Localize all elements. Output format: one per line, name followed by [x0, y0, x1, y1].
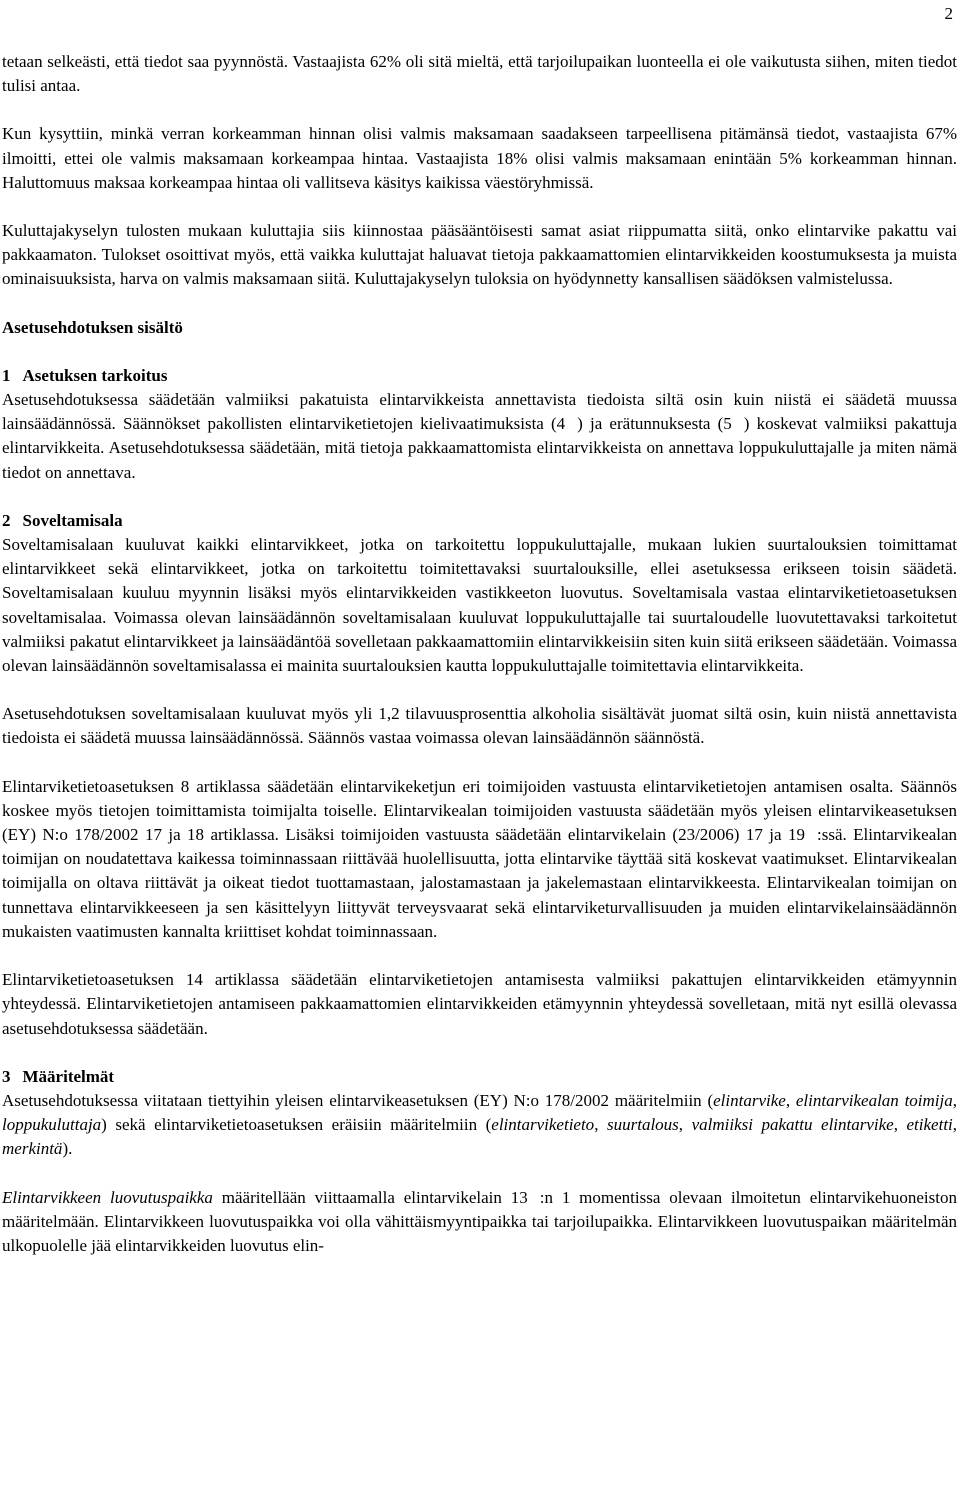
term: loppukuluttaja [2, 1115, 102, 1135]
text-run: Asetusehdotuksessa viitataan tiettyihin yleisen elintarvikeasetuksen (EY) N:o 178/2002 määritelmiin ( [2, 1090, 714, 1110]
document-page [2, 0, 957, 1486]
term: etiketti [906, 1115, 953, 1135]
section-text-definitions [2, 1089, 957, 1162]
paragraph-survey-context: tetaan selkeästi, että tiedot saa pyynnöstä. Vastaajista 62% oli sitä mieltä, että tarjoilupaikan luonteella ei ole vaikutusta siihen, miten tiedot tulisi antaa. [2, 52, 957, 96]
text-run: ) sekä elintarviketietoasetuksen eräisiin määritelmiin ( [101, 1115, 492, 1135]
text-run: ) ja erätunnuksesta (5 [577, 414, 732, 434]
section-heading-definitions [2, 1065, 957, 1089]
term: Elintarvikkeen luovutuspaikka [2, 1187, 213, 1207]
term: suurtalous [606, 1115, 679, 1135]
term: elintarvike [713, 1090, 786, 1110]
text-run: , [893, 1115, 907, 1135]
section-number: 2 [2, 510, 11, 530]
heading-proposal-content: Asetusehdotuksen sisältö [2, 317, 183, 337]
paragraph-handover-place [2, 1186, 957, 1259]
term: merkintä [2, 1139, 63, 1159]
section-number: 1 [2, 365, 11, 385]
section-purpose [2, 364, 957, 485]
paragraph-operator-responsibility [2, 775, 957, 944]
section-heading-purpose [2, 364, 957, 388]
section-number: 3 [2, 1066, 11, 1086]
text-run: :ssä. Elintarvikealan toimijan on noudatettava kaikessa toiminnassaan riittävää huolellisuutta, jotta elintarvike täyttää sitä koskevat vaatimukset. Elintarvikealan toimijalla on oltava riittävät ja oikeat tiedot tuottamastaan, jalostamastaan ja jakelemastaan elintarvikkeesta. Elintarvikealan toimijan on tunnettava elintarvikkeeseen ja sen käsittelyyn liittyvät terveysvaarat sekä elintarviketurvallisuuden ja muiden elintarvikelainsäädännön mukaisten vaatimusten kannalta kriittiset kohdat toiminnassaan. [2, 825, 958, 941]
section-text-purpose [2, 388, 957, 485]
text-run: , [678, 1115, 692, 1135]
paragraph-survey-results: Kuluttajakyselyn tulosten mukaan kuluttajia siis kiinnostaa pääsääntöisesti samat asiat riippumatta siitä, onko elintarvike pakattu vai pakkaamaton. Tulokset osoittivat myös, että vaikka kuluttajat haluavat tietoja pakkaamattomien elintarvikkeiden koostumuksesta ja muista ominaisuuksista, harva on valmis maksamaan siitä. Kuluttajakyselyn tuloksia on hyödynnetty kansallisen säädöksen valmistelussa. [2, 221, 957, 289]
text-run: Elintarviketietoasetuksen 8 artiklassa säädetään elintarvikeketjun eri toimijoiden vastuusta elintarviketietojen antamisen osalta. Säännös koskee myös tietojen toimittamista toimijalta toiselle. Elintarvikealan toimijoiden vastuusta säädetään myös yleisen elintarvikeasetuksen (EY) N:o 178/2002 17 ja 18 artiklassa. Lisäksi toimijoiden vastuusta säädetään elintarvikelain (23/2006) 17 ja 19 [2, 776, 957, 845]
section-heading-scope [2, 509, 957, 533]
text-run: , [952, 1090, 958, 1110]
term: elintarvikealan toimija [795, 1090, 953, 1110]
section-scope [2, 509, 957, 678]
text-run: , [952, 1115, 958, 1135]
text-run: , [785, 1090, 796, 1110]
section-title: Asetuksen tarkoitus [22, 365, 168, 385]
paragraph-price-willingness: Kun kysyttiin, minkä verran korkeamman hinnan olisi valmis maksamaan saadakseen tarpeellisena pitämänsä tiedot, vastaajista 67% ilmoitti, ettei ole valmis maksamaan korkeampaa hintaa. Vastaajista 18% olisi valmis maksamaan enintään 5% korkeamman hinnan. Haluttomuus maksaa korkeampaa hintaa oli vallitseva käsitys kaikissa väestöryhmissä. [2, 124, 957, 192]
page-number: 2 [944, 4, 953, 23]
text-run: määritellään viittaamalla elintarvikelain 13 [212, 1187, 528, 1207]
term: valmiiksi pakattu elintarvike [691, 1115, 894, 1135]
text-run: , [594, 1115, 607, 1135]
text-run: :n 1 momentissa olevaan ilmoitetun elintarvikehuoneiston määritelmään. Elintarvikkeen luovutuspaikka voi olla vähittäismyyntipaikka tai tarjoilupaikka. Elintarvikkeen luovutuspaikan määritelmän ulkopuolelle jää elintarvikkeiden luovutus elin- [2, 1187, 957, 1255]
term: elintarviketieto [491, 1115, 595, 1135]
text-run: Asetusehdotuksessa säädetään valmiiksi pakatuista elintarvikkeista annettavista tiedoista siltä osin kuin niistä ei säädetä muussa lainsäädännössä. Säännökset pakollisten elintarviketietojen kielivaatimuksista (4 [2, 390, 957, 434]
section-title: Soveltamisala [22, 510, 123, 530]
section-definitions [2, 1065, 957, 1162]
text-run: ) koskevat valmiiksi pakattuja elintarvikkeita. Asetusehdotuksessa säädetään, mitä tietoja pakkaamattomista elintarvikkeista on annettava loppukuluttajalle ja miten nämä tiedot on annettava. [2, 414, 957, 482]
section-text-scope: Soveltamisalaan kuuluvat kaikki elintarvikkeet, jotka on tarkoitettu loppukuluttajalle, mukaan lukien suurtalouksien toimittamat elintarvikkeet sekä elintarvikkeet, jotka on tarkoitettu toimitettavaksi suurtalouksille, ellei asetuksessa erikseen toisin säädetä. Soveltamisalaan kuuluu myynnin lisäksi myös elintarvikkeiden vastikkeeton luovutus. Soveltamisala vastaa elintarviketietoasetuksen soveltamisalaa. Voimassa olevan lainsäädännön soveltamisalaan kuuluvat loppukuluttajalle tai suurtaloudelle luovutettavaksi tarkoitetut valmiiksi pakatut elintarvikkeet ja lainsäädäntöä sovelletaan pakkaamattomiin elintarvikkeisiin siten kuin siitä erikseen säädetään. Voimassa olevan lainsäädännön soveltamisalassa ei mainita suurtalouksien kautta loppukuluttajalle toimitettavia elintarvikkeita. [2, 535, 957, 676]
paragraph-distance-selling: Elintarviketietoasetuksen 14 artiklassa säädetään elintarviketietojen antamisesta valmiiksi pakattujen elintarvikkeiden etämyynnin yhteydessä. Elintarviketietojen antamiseen pakkaamattomien elintarvikkeiden etämyynnin yhteydessä sovelletaan, mitä nyt esillä olevassa asetusehdotuksessa säädetään. [2, 970, 957, 1038]
section-title: Määritelmät [22, 1066, 115, 1086]
document-body [2, 50, 957, 1258]
text-run: ). [62, 1139, 73, 1159]
paragraph-alcohol-scope: Asetusehdotuksen soveltamisalaan kuuluvat myös yli 1,2 tilavuusprosenttia alkoholia sisältävät juomat siltä osin, kuin niistä annettavista tiedoista ei säädetä muussa lainsäädännössä. Säännös vastaa voimassa olevan lainsäädännön säännöstä. [2, 704, 957, 748]
